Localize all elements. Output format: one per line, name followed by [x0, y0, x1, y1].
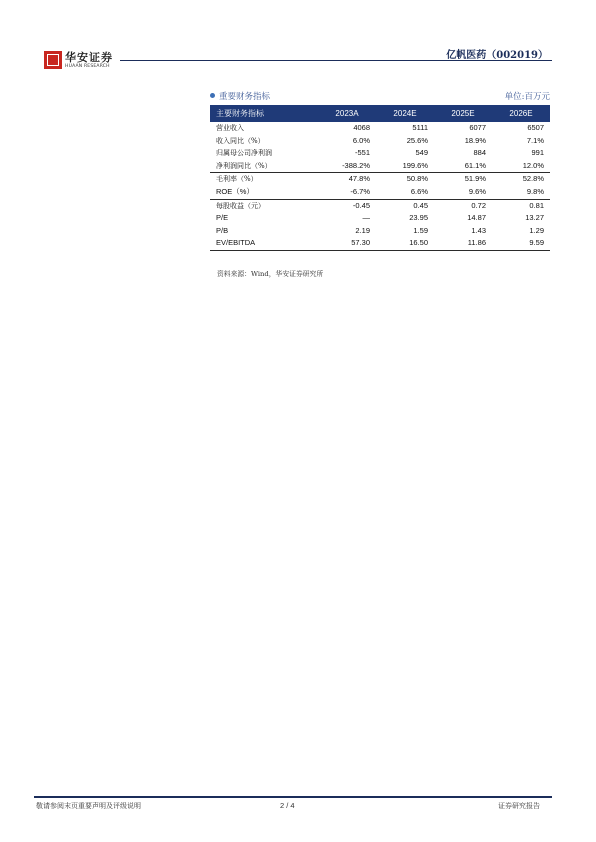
table-row: [210, 147, 550, 160]
table-cell: 61.1%: [464, 160, 486, 170]
column-header: 2023A: [318, 105, 376, 122]
page-number: 2 / 4: [280, 801, 295, 810]
table-row: [210, 199, 550, 212]
table-cell: -551: [354, 148, 370, 158]
table-cell: 7.1%: [526, 135, 544, 145]
table-cell: 0.72: [434, 199, 492, 212]
section-title: [210, 90, 270, 102]
table-row: [210, 186, 550, 199]
table-cell: 6.6%: [410, 186, 428, 196]
table-cell: 11.86: [434, 237, 492, 250]
logo-subtext: HUAAN RESEARCH: [65, 64, 110, 69]
column-header: 2026E: [492, 105, 550, 122]
logo-seal-icon: [44, 51, 62, 69]
table-cell: 0.45: [376, 199, 434, 212]
report-title: 亿帆医药（002019）: [446, 50, 548, 61]
company-logo: [44, 50, 116, 72]
table-row: [210, 122, 550, 135]
section-title-text: 重要财务指标: [219, 92, 271, 102]
row-label: 净利润同比（%）: [216, 161, 272, 170]
footer-disclaimer: 敬请参阅末页重要声明及评级说明: [36, 802, 141, 810]
table-cell: 12.0%: [522, 160, 544, 170]
table-cell: —: [362, 213, 370, 223]
logo-text: 华安证券: [65, 51, 113, 64]
table-cell: 6.0%: [352, 135, 370, 145]
column-header: 主要财务指标: [210, 105, 318, 122]
table-cell: 6507: [527, 123, 544, 132]
table-cell: 6077: [469, 123, 486, 132]
table-cell: 9.8%: [526, 186, 544, 196]
table-cell: 0.81: [492, 199, 550, 212]
table-row: [210, 237, 550, 250]
table-cell: 57.30: [318, 237, 376, 250]
unit-label: 单位:百万元: [504, 92, 550, 102]
table-cell: 52.8%: [492, 173, 550, 186]
table-cell: -0.45: [318, 199, 376, 212]
table-cell: 884: [473, 148, 486, 158]
data-source-note: 资料来源：Wind，华安证券研究所: [217, 270, 324, 278]
table-cell: 4068: [353, 123, 370, 132]
table-cell: 18.9%: [464, 135, 486, 145]
table-cell: 199.6%: [402, 160, 428, 170]
table-row: [210, 160, 550, 173]
header-divider: [120, 60, 552, 61]
table-cell: 549: [415, 148, 428, 158]
table-cell: 13.27: [525, 213, 544, 223]
row-label: 归属母公司净利润: [216, 149, 272, 158]
footer-divider: [34, 796, 552, 798]
column-header: 2024E: [376, 105, 434, 122]
table-cell: 9.6%: [468, 186, 486, 196]
table-cell: 9.59: [492, 237, 550, 250]
table-row: [210, 173, 550, 186]
table-cell: 25.6%: [406, 135, 428, 145]
table-cell: 2.19: [355, 225, 370, 235]
table-cell: -388.2%: [342, 160, 370, 170]
table-cell: 16.50: [376, 237, 434, 250]
table-cell: 5111: [412, 123, 428, 132]
table-cell: 1.29: [529, 225, 544, 235]
financial-table: [210, 105, 550, 251]
row-label: 收入同比（%）: [216, 136, 265, 145]
table-cell: 991: [531, 148, 544, 158]
table-row: [210, 225, 550, 238]
row-label: 营业收入: [216, 124, 244, 132]
table-cell: 50.8%: [376, 173, 434, 186]
table-row: [210, 212, 550, 225]
table-row: [210, 135, 550, 148]
table-cell: 47.8%: [318, 173, 376, 186]
bullet-dot-icon: [210, 93, 215, 98]
footer-report-type: 证券研究报告: [498, 802, 540, 810]
row-label: 每股收益（元）: [210, 199, 318, 212]
column-header: 2025E: [434, 105, 492, 122]
row-label: P/E: [216, 213, 229, 223]
table-cell: -6.7%: [350, 186, 370, 196]
row-label: EV/EBITDA: [210, 237, 318, 250]
row-label: ROE（%）: [216, 186, 254, 196]
row-label: P/B: [216, 225, 229, 235]
table-cell: 1.43: [471, 225, 486, 235]
table-cell: 1.59: [413, 225, 428, 235]
table-header-row: [210, 105, 550, 122]
table-cell: 51.9%: [434, 173, 492, 186]
table-cell: 23.95: [409, 213, 428, 223]
row-label: 毛利率（%）: [210, 173, 318, 186]
table-cell: 14.87: [467, 213, 486, 223]
